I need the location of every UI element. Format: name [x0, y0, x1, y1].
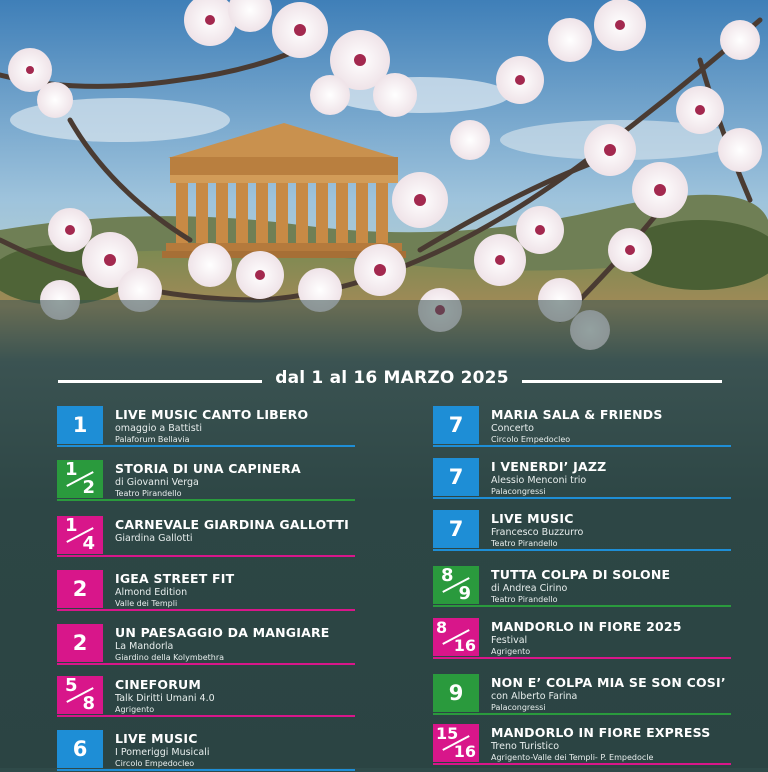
date-badge — [57, 730, 103, 768]
date-badge-range — [57, 460, 103, 498]
date-badge-to: 16 — [453, 636, 476, 655]
event-title: LIVE MUSIC — [115, 731, 198, 746]
event-venue: Agrigento — [491, 647, 531, 656]
event-item — [57, 460, 357, 502]
event-title: IGEA STREET FIT — [115, 571, 235, 586]
event-title: MARIA SALA & FRIENDS — [491, 407, 663, 422]
event-underline — [57, 609, 355, 611]
date-badge-day: 7 — [448, 517, 464, 541]
event-item — [57, 624, 357, 666]
date-badge — [433, 724, 479, 762]
event-underline — [433, 497, 731, 499]
date-badge-day: 9 — [448, 681, 464, 705]
event-subtitle: La Mandorla — [115, 641, 174, 652]
date-badge — [57, 676, 103, 714]
date-range-header — [0, 366, 768, 396]
event-venue: Agrigento — [115, 705, 155, 714]
event-underline — [57, 769, 355, 771]
event-item — [57, 570, 357, 612]
date-badge — [57, 460, 103, 498]
event-title: TUTTA COLPA DI SOLONE — [491, 567, 671, 582]
event-underline — [433, 605, 731, 607]
hero-photo — [0, 0, 768, 362]
date-badge — [57, 406, 103, 444]
date-badge-range — [57, 676, 103, 714]
date-badge — [433, 566, 479, 604]
date-badge-from: 5 — [65, 675, 78, 696]
event-underline — [57, 663, 355, 665]
event-subtitle: Concerto — [491, 423, 534, 434]
divider-right — [522, 380, 722, 383]
date-badge-range — [57, 516, 103, 554]
date-badge — [57, 570, 103, 608]
temple-blossom-illustration — [0, 0, 768, 362]
date-badge-from: 8 — [441, 565, 454, 586]
event-subtitle: di Giovanni Verga — [115, 477, 199, 488]
date-badge-range — [433, 566, 479, 604]
event-item — [57, 676, 357, 718]
event-venue: Giardino della Kolymbethra — [115, 653, 225, 662]
event-title: LIVE MUSIC — [491, 511, 574, 526]
event-underline — [57, 555, 355, 557]
event-subtitle: Almond Edition — [115, 587, 188, 598]
event-item — [433, 618, 733, 660]
date-badge — [57, 624, 103, 662]
event-venue: Circolo Empedocleo — [115, 759, 195, 768]
event-title: CINEFORUM — [115, 677, 202, 692]
event-underline — [433, 445, 731, 447]
event-venue: Circolo Empedocleo — [491, 435, 571, 444]
event-item — [57, 730, 357, 772]
event-venue: Valle dei Templi — [115, 599, 178, 608]
event-underline — [433, 763, 731, 765]
date-badge-to: 2 — [82, 477, 95, 498]
date-badge-from: 8 — [436, 618, 448, 637]
date-badge-from: 15 — [436, 724, 459, 743]
event-item — [433, 458, 733, 500]
date-badge-day: 1 — [72, 413, 88, 437]
date-badge-day: 7 — [448, 413, 464, 437]
event-item — [433, 406, 733, 448]
event-item — [57, 516, 357, 558]
date-badge-to: 9 — [458, 583, 471, 604]
event-venue: Palacongressi — [491, 487, 546, 496]
date-badge-range — [433, 724, 479, 762]
date-badge — [433, 618, 479, 656]
event-venue: Agrigento-Valle dei Templi- P. Empedocle — [491, 753, 654, 762]
event-underline — [57, 715, 355, 717]
event-title: MANDORLO IN FIORE EXPRESS — [491, 725, 711, 740]
event-venue: Palaforum Bellavia — [115, 435, 190, 444]
event-subtitle: I Pomeriggi Musicali — [115, 747, 210, 758]
date-badge-from: 1 — [65, 459, 78, 480]
event-underline — [57, 499, 355, 501]
event-item — [433, 566, 733, 608]
event-subtitle: con Alberto Farina — [491, 691, 578, 702]
event-subtitle: Festival — [491, 635, 528, 646]
event-subtitle: Giardina Gallotti — [115, 533, 193, 544]
divider-left — [58, 380, 262, 383]
event-venue: Palacongressi — [491, 703, 546, 712]
event-title: CARNEVALE GIARDINA GALLOTTI — [115, 517, 349, 532]
date-badge — [433, 674, 479, 712]
date-badge — [57, 516, 103, 554]
event-item — [433, 724, 733, 766]
event-title: UN PAESAGGIO DA MANGIARE — [115, 625, 330, 640]
date-badge-day: 2 — [72, 631, 88, 655]
event-underline — [433, 713, 731, 715]
event-subtitle: Alessio Menconi trio — [491, 475, 587, 486]
event-subtitle: Treno Turistico — [491, 741, 560, 752]
event-venue: Teatro Pirandello — [491, 595, 558, 604]
event-item — [433, 510, 733, 552]
date-badge-day: 6 — [72, 737, 88, 761]
event-title: LIVE MUSIC CANTO LIBERO — [115, 407, 309, 422]
date-badge — [433, 406, 479, 444]
date-badge-to: 4 — [82, 533, 95, 554]
event-item — [433, 674, 733, 716]
date-badge-to: 8 — [82, 693, 95, 714]
event-underline — [433, 657, 731, 659]
event-title: NON E’ COLPA MIA SE SON COSI’ — [491, 675, 726, 690]
event-underline — [57, 445, 355, 447]
event-title: MANDORLO IN FIORE 2025 — [491, 619, 682, 634]
event-subtitle: omaggio a Battisti — [115, 423, 203, 434]
event-subtitle: di Andrea Cirino — [491, 583, 568, 594]
date-badge-range — [433, 618, 479, 656]
event-title: I VENERDI’ JAZZ — [491, 459, 607, 474]
event-venue: Teatro Pirandello — [491, 539, 558, 548]
event-item — [57, 406, 357, 448]
date-badge — [433, 458, 479, 496]
date-badge-day: 2 — [72, 577, 88, 601]
event-title: STORIA DI UNA CAPINERA — [115, 461, 301, 476]
event-venue: Teatro Pirandello — [115, 489, 182, 498]
date-badge-from: 1 — [65, 515, 78, 536]
event-underline — [433, 549, 731, 551]
date-badge-day: 7 — [448, 465, 464, 489]
date-badge — [433, 510, 479, 548]
event-subtitle: Talk Diritti Umani 4.0 — [115, 693, 215, 704]
date-badge-to: 16 — [453, 742, 476, 761]
event-subtitle: Francesco Buzzurro — [491, 527, 584, 538]
date-range-text: dal 1 al 16 MARZO 2025 — [275, 368, 509, 388]
